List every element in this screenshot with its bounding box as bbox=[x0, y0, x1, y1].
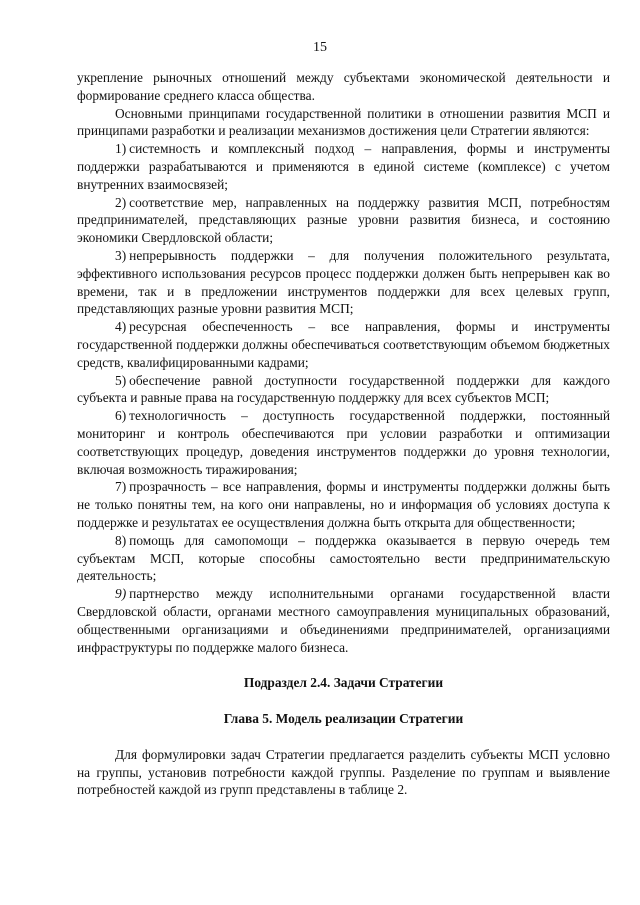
principle-item-6 bbox=[77, 407, 610, 478]
principle-item-4 bbox=[77, 318, 610, 371]
principle-number: 1) bbox=[115, 141, 127, 157]
subsection-heading: Подраздел 2.4. Задачи Стратегии bbox=[243, 675, 444, 691]
principle-text: обеспечение равной доступности государственной поддержки для каждого субъекта и равные права на государственную поддержку для всех субъектов МСП; bbox=[77, 372, 610, 406]
principle-number: 5) bbox=[115, 372, 127, 388]
closing-paragraph: Для формулировки задач Стратегии предлагается разделить субъекты МСП условно на группы, установив потребности каждой группы. Разделение по группам и выявление потребностей каждой из групп представлены в таблице 2. bbox=[77, 746, 610, 798]
principle-item-2 bbox=[77, 194, 610, 247]
principle-number: 6) bbox=[115, 408, 127, 424]
page-number: 15 bbox=[313, 40, 327, 55]
principle-text: технологичность – доступность государственной поддержки, постоянный мониторинг и контроль обеспечиваются при условии разработки и оптимизации соответствующих процедур, доведения инструментов поддержки до уровня технологии, включая возможность тиражирования; bbox=[77, 408, 610, 477]
principle-item-8 bbox=[77, 532, 610, 585]
principles-intro: Основными принципами государственной политики в отношении развития МСП и принципами разработки и реализации механизмов достижения цели Стратегии являются: bbox=[77, 105, 610, 139]
principle-number: 7) bbox=[115, 479, 127, 495]
principle-item-1 bbox=[77, 140, 610, 193]
principle-item-5 bbox=[77, 372, 610, 408]
principle-item-7 bbox=[77, 478, 610, 531]
principle-text: помощь для самопомощи – поддержка оказывается в первую очередь тем субъектам МСП, которые способны самостоятельно вести предпринимательскую деятельность; bbox=[77, 532, 610, 584]
principle-text: соответствие мер, направленных на поддержку развития МСП, потребностям предпринимателей, представляющих разные уровни развития бизнеса, и состоянию экономики Свердловской области; bbox=[77, 194, 610, 246]
principle-text: прозрачность – все направления, формы и инструменты поддержки должны быть не только понятны тем, на кого они направлены, но и информация об условиях доступа к поддержке и результатах ее осуществления должна быть открыта для общественности; bbox=[77, 479, 610, 530]
principle-number: 4) bbox=[115, 319, 127, 335]
chapter-heading: Глава 5. Модель реализации Стратегии bbox=[223, 711, 464, 727]
principle-item-3 bbox=[77, 247, 610, 318]
principle-text: партнерство между исполнительными органами государственной власти Свердловской области, органами местного самоуправления муниципальных образований, общественными организациями и объединениями предпринимателей, организациями инфраструктуры по поддержке малого бизнеса. bbox=[77, 586, 610, 655]
principle-number: 3) bbox=[115, 247, 127, 263]
principle-text: системность и комплексный подход – направления, формы и инструменты поддержки разрабатываются и применяются в единой системе (комплексе) с учетом внутренних взаимосвязей; bbox=[77, 141, 610, 192]
principle-item-9 bbox=[77, 585, 610, 656]
principle-text: непрерывность поддержки – для получения положительного результата, эффективного использования ресурсов процесс поддержки должен быть непрерывен как во времени, так и в предложении инструментов поддержки для всех целевых групп, представляющих разные уровни развития МСП; bbox=[77, 247, 610, 317]
principle-number: 2) bbox=[115, 194, 127, 210]
document-body bbox=[77, 69, 610, 799]
principle-text: ресурсная обеспеченность – все направления, формы и инструменты государственной поддержки должны обеспечиваться соответствующим объемом бюджетных средств, квалифицированными кадрами; bbox=[77, 319, 610, 370]
principle-number: 9) bbox=[115, 586, 127, 602]
principle-number: 8) bbox=[115, 532, 127, 548]
intro-continuation: укрепление рыночных отношений между субъектами экономической деятельности и формирование среднего класса общества. bbox=[77, 70, 610, 103]
